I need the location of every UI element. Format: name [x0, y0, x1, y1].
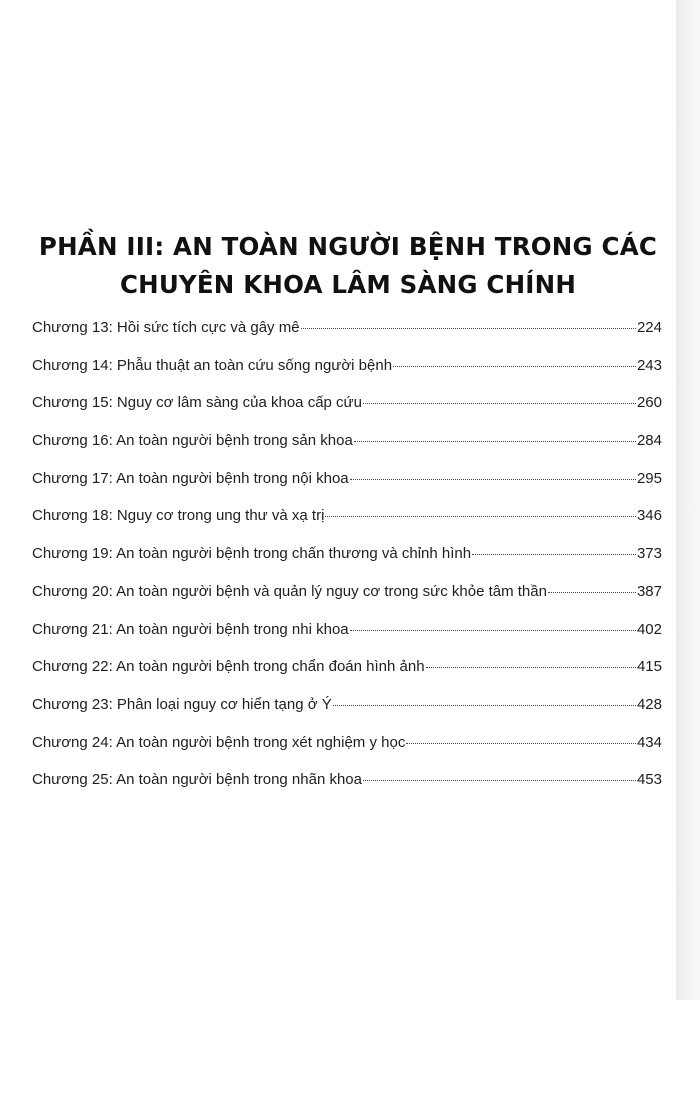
- part-title-line-1: PHẦN III: AN TOÀN NGƯỜI BỆNH TRONG CÁC: [38, 232, 658, 261]
- toc-entry-title: Chương 15: Nguy cơ lâm sàng của khoa cấp cứu: [32, 394, 362, 412]
- toc-entry-title: Chương 20: An toàn người bệnh và quản lý nguy cơ trong sức khỏe tâm thần: [32, 582, 547, 600]
- dot-leader: [301, 328, 636, 329]
- toc-entry-page-number: 434: [636, 733, 662, 751]
- toc-entry-title: Chương 24: An toàn người bệnh trong xét nghiệm y học: [32, 733, 406, 751]
- toc-entry-page-number: 346: [636, 507, 662, 525]
- part-title: [20, 228, 676, 304]
- dot-leader: [354, 441, 636, 442]
- table-of-contents: [32, 318, 662, 808]
- dot-leader: [325, 516, 636, 517]
- toc-entry-page-number: 373: [636, 545, 662, 563]
- part-title-line-2: CHUYÊN KHOA LÂM SÀNG CHÍNH: [119, 270, 577, 299]
- toc-entry-page-number: 428: [636, 695, 662, 713]
- toc-entry-title: Chương 18: Nguy cơ trong ung thư và xạ trị: [32, 507, 325, 525]
- toc-entry-title: Chương 16: An toàn người bệnh trong sản khoa: [32, 432, 353, 450]
- toc-entry-chapter-25[interactable]: [32, 770, 662, 808]
- toc-entry-title: Chương 13: Hồi sức tích cực và gây mê: [32, 319, 300, 336]
- toc-entry-page-number: 415: [636, 658, 662, 676]
- toc-entry-chapter-21[interactable]: [32, 620, 662, 658]
- toc-entry-title: Chương 23: Phân loại nguy cơ hiển tạng ở Ý: [32, 695, 332, 713]
- toc-entry-page-number: 387: [636, 582, 662, 600]
- page-edge-shadow: [676, 0, 700, 1000]
- toc-entry-chapter-15[interactable]: [32, 393, 662, 431]
- dot-leader: [350, 479, 636, 480]
- toc-entry-chapter-22[interactable]: [32, 657, 662, 695]
- toc-entry-page-number: 402: [636, 620, 662, 638]
- dot-leader: [333, 705, 636, 706]
- toc-entry-title: Chương 17: An toàn người bệnh trong nội khoa: [32, 469, 349, 487]
- toc-entry-page-number: 243: [636, 356, 662, 374]
- dot-leader: [406, 743, 636, 744]
- page-bottom-margin: [0, 1000, 700, 1120]
- toc-entry-chapter-23[interactable]: [32, 695, 662, 733]
- toc-entry-page-number: 284: [636, 432, 662, 450]
- toc-entry-page-number: 224: [636, 319, 662, 336]
- toc-entry-title: Chương 21: An toàn người bệnh trong nhi khoa: [32, 620, 349, 638]
- dot-leader: [363, 403, 636, 404]
- dot-leader: [472, 554, 636, 555]
- toc-entry-chapter-17[interactable]: [32, 469, 662, 507]
- toc-entry-chapter-18[interactable]: [32, 506, 662, 544]
- toc-entry-title: Chương 14: Phẫu thuật an toàn cứu sống người bệnh: [32, 356, 393, 374]
- dot-leader: [363, 780, 636, 781]
- toc-entry-chapter-13[interactable]: [32, 318, 662, 356]
- toc-entry-title: Chương 19: An toàn người bệnh trong chấn thương và chỉnh hình: [32, 545, 472, 563]
- toc-entry-chapter-24[interactable]: [32, 733, 662, 771]
- dot-leader: [393, 366, 636, 367]
- dot-leader: [350, 630, 636, 631]
- toc-entry-page-number: 453: [636, 771, 662, 789]
- toc-entry-chapter-16[interactable]: [32, 431, 662, 469]
- toc-entry-chapter-14[interactable]: [32, 356, 662, 394]
- dot-leader: [426, 667, 636, 668]
- toc-entry-chapter-20[interactable]: [32, 582, 662, 620]
- toc-entry-chapter-19[interactable]: [32, 544, 662, 582]
- toc-entry-page-number: 295: [636, 469, 662, 487]
- toc-entry-title: Chương 25: An toàn người bệnh trong nhãn khoa: [32, 771, 362, 789]
- toc-entry-page-number: 260: [636, 394, 662, 412]
- toc-entry-title: Chương 22: An toàn người bệnh trong chẩn đoán hình ảnh: [32, 658, 425, 676]
- dot-leader: [548, 592, 636, 593]
